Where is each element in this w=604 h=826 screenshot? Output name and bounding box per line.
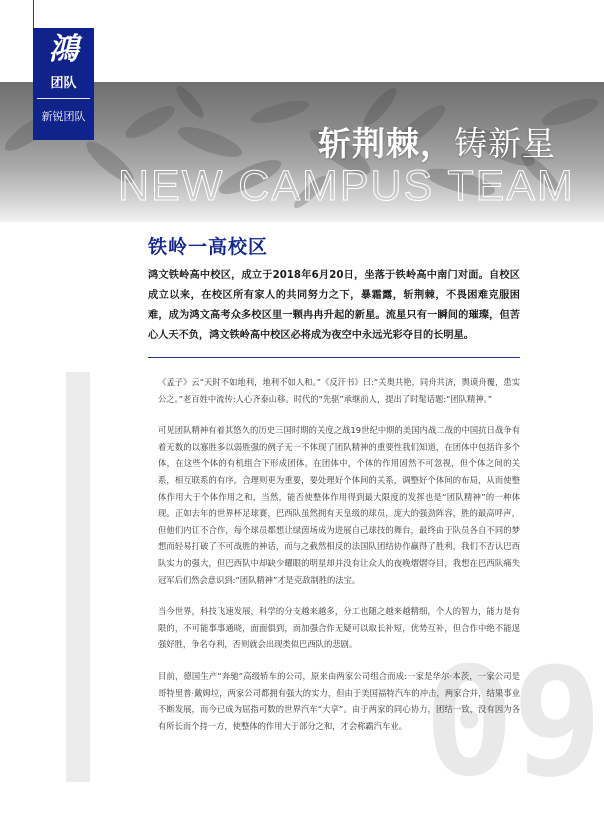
paragraph: 可见团队精神有着其悠久的历史三国时期的关度之战19世纪中期的美国内战二战的中国抗日战争有着无数的以寡胜多以弱胜强的例子无一不体现了团队精神的重要性我们知道，在团体中包括许多个体，在这些个体的有机组合下形成团体。在团体中，个体的作用固然不可忽视，但个体之间的关系，相互联系的有序。合理则更为重要，要处理好个体间的关系，调整好个体间的布局，从而使整体作用大于个体作用之和，当然，能否使整体作用得到最大限度的发挥也是“团队精神”的一种体现。正如去年的世界杯足球赛，巴西队虽然拥有天皇级的球员，庞大的强劲阵容，胜的最高呼声，但他们内讧不合作，每个球员都想让绿茵场成为进展自己球技的舞台，最终由于队员各自不同的梦想而轻易打破了不可战胜的神话，而与之截然相反的法国队团结协作赢得了胜利，我们不否认巴西队实力的强大，但巴西队中却缺少耀眼的明星却并没有让众人的夜晚熠熠夺目，我想在巴西队痛失冠军后们然会意识到:“团队精神”才是克敌制胜的法宝。 bbox=[158, 425, 520, 585]
logo-glyph: 鴻 bbox=[48, 32, 79, 67]
article-body bbox=[158, 374, 520, 749]
team-logo bbox=[33, 28, 94, 140]
hero-title bbox=[318, 118, 556, 165]
campus-watermark: NEW CAMPUS TEAM bbox=[118, 162, 575, 210]
page-number: 09 bbox=[424, 636, 601, 810]
paragraph: 目前，德国生产“奔驰”高级轿车的公司，原来由两家公司组合而成:一家是华尔·本茨，一家公司是哥特里普·戴姆垃，两家公司都拥有强大的实力，但由于美国福特汽车的冲击，两家合并，结果事业不断发展，而今已成为屈指可数的世界汽车“大享”。由于两家的同心协力，团结一致，没有因为各有所长而个持一方，使整体的作用大于部分之和，才会称霸汽车业。 bbox=[158, 670, 520, 731]
hero-title-bold: 斩荆棘， bbox=[318, 124, 454, 163]
paragraph: 《孟子》云“天时不如地利，地利不如人和。”《反汗书》曰:“关奥共艳，同舟共济，舆谟舟覆，患实公之。”老百姓中流传:人心齐泰山移。时代的“先驱”承继前人，提出了时髦话题:“团队精神。” bbox=[158, 377, 520, 404]
logo-team-label: 团队 bbox=[50, 76, 77, 91]
school-intro: 鸿文铁岭高中校区，成立于2018年6月20日，坐落于铁岭高中南门对面。自校区成立以来，在校区所有家人的共同努力之下，暴霜露，斩荆棘，不畏困难克服困难，成为鸿文高考众多校区里一颗冉冉升起的新星。流星只有一瞬间的璀璨，但苦心人天不负，鸿文铁岭高中校区必将成为夜空中永远光彩夺目的长明星。 bbox=[148, 270, 520, 341]
side-gray-bar bbox=[66, 372, 90, 782]
logo-subtitle: 新锐团队 bbox=[41, 110, 86, 123]
logo-divider bbox=[37, 98, 90, 99]
paragraph: 当今世界，科技飞速发展，科学的分支越来越多，分工也随之越来越精细，个人的智力，能力是有限的，不可能事事通晓，面面俱到，而加强合作无疑可以取长补短，优势互补，但合作中绝不能逞强好胜，争名夺利，否则就会出现类似巴西队的悲剧。 bbox=[158, 606, 520, 650]
hero-title-light: 铸新星 bbox=[454, 124, 556, 163]
school-heading: 铁岭一高校区 bbox=[148, 236, 269, 258]
section-divider bbox=[148, 357, 520, 358]
